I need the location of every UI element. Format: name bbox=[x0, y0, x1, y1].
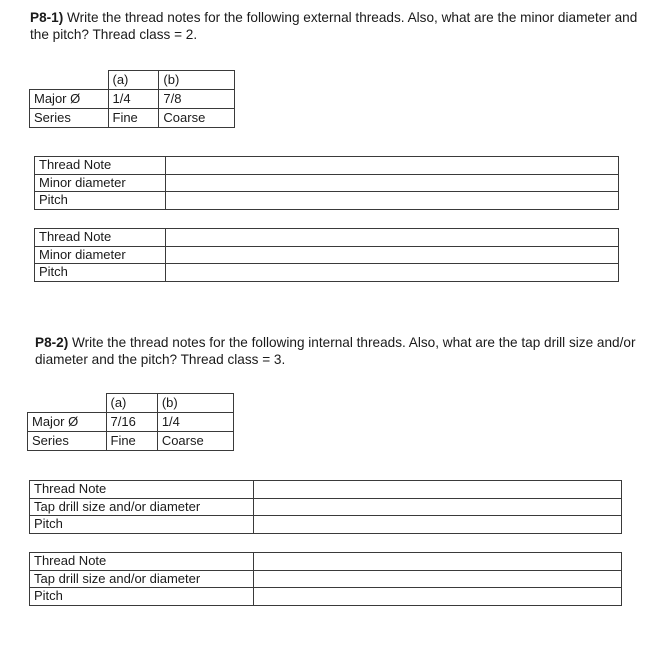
table-row bbox=[35, 264, 619, 282]
answer-cell-pitch[interactable] bbox=[166, 192, 619, 210]
row-label-pitch: Pitch bbox=[30, 588, 254, 606]
table-row bbox=[30, 588, 622, 606]
row-label-tap-drill: Tap drill size and/or diameter bbox=[30, 498, 254, 516]
row-label-series: Series bbox=[28, 432, 107, 451]
table-row bbox=[30, 481, 622, 499]
problem-p8-2-number: P8-2) bbox=[35, 335, 69, 350]
row-label-minor-diameter: Minor diameter bbox=[35, 174, 166, 192]
answer-cell-thread-note[interactable] bbox=[254, 553, 622, 571]
row-label-pitch: Pitch bbox=[30, 516, 254, 534]
answer-cell-minor-diameter[interactable] bbox=[166, 246, 619, 264]
row-label-pitch: Pitch bbox=[35, 192, 166, 210]
table-row bbox=[35, 246, 619, 264]
problem-p8-2-statement bbox=[35, 334, 645, 368]
table-row bbox=[30, 516, 622, 534]
p8-2-spec-table bbox=[27, 393, 234, 451]
col-b-header: (b) bbox=[159, 71, 235, 90]
row-label-thread-note: Thread Note bbox=[30, 553, 254, 571]
row-label-tap-drill: Tap drill size and/or diameter bbox=[30, 570, 254, 588]
row-label-thread-note: Thread Note bbox=[35, 157, 166, 175]
cell-major-a: 1/4 bbox=[108, 90, 159, 109]
table-row bbox=[30, 553, 622, 571]
p8-1a-answer-table bbox=[34, 156, 619, 210]
cell-major-b: 1/4 bbox=[157, 413, 233, 432]
table-row bbox=[28, 432, 234, 451]
p8-1b-answer-table bbox=[34, 228, 619, 282]
cell-series-b: Coarse bbox=[157, 432, 233, 451]
p8-1-spec-table bbox=[29, 70, 235, 128]
table-row bbox=[28, 413, 234, 432]
answer-cell-tap-drill[interactable] bbox=[254, 570, 622, 588]
table-row bbox=[30, 109, 235, 128]
answer-cell-pitch[interactable] bbox=[254, 516, 622, 534]
answer-cell-pitch[interactable] bbox=[254, 588, 622, 606]
table-row bbox=[30, 570, 622, 588]
row-label-thread-note: Thread Note bbox=[35, 229, 166, 247]
answer-cell-pitch[interactable] bbox=[166, 264, 619, 282]
answer-cell-thread-note[interactable] bbox=[166, 229, 619, 247]
cell-major-a: 7/16 bbox=[106, 413, 157, 432]
table-row bbox=[35, 229, 619, 247]
table-row bbox=[28, 394, 234, 413]
cell-series-b: Coarse bbox=[159, 109, 235, 128]
answer-cell-thread-note[interactable] bbox=[254, 481, 622, 499]
table-row bbox=[35, 174, 619, 192]
problem-p8-1-text: Write the thread notes for the following external threads. Also, what are the minor diameter and the pitch? Thread class = 2. bbox=[30, 10, 638, 42]
cell-major-b: 7/8 bbox=[159, 90, 235, 109]
problem-p8-1-statement bbox=[30, 9, 640, 43]
row-label-major-diameter: Major Ø bbox=[30, 90, 109, 109]
col-b-header: (b) bbox=[157, 394, 233, 413]
cell-series-a: Fine bbox=[108, 109, 159, 128]
table-row bbox=[30, 71, 235, 90]
table-row bbox=[35, 192, 619, 210]
table-row bbox=[30, 90, 235, 109]
table-row bbox=[30, 498, 622, 516]
row-label-thread-note: Thread Note bbox=[30, 481, 254, 499]
col-a-header: (a) bbox=[106, 394, 157, 413]
answer-cell-thread-note[interactable] bbox=[166, 157, 619, 175]
table-row bbox=[35, 157, 619, 175]
row-label-series: Series bbox=[30, 109, 109, 128]
cell-series-a: Fine bbox=[106, 432, 157, 451]
p8-2a-answer-table bbox=[29, 480, 622, 534]
problem-p8-2-text: Write the thread notes for the following internal threads. Also, what are the tap drill size and/or diameter and the pitch? Thread class = 3. bbox=[35, 335, 636, 367]
p8-2b-answer-table bbox=[29, 552, 622, 606]
problem-p8-1-number: P8-1) bbox=[30, 10, 64, 25]
answer-cell-minor-diameter[interactable] bbox=[166, 174, 619, 192]
col-a-header: (a) bbox=[108, 71, 159, 90]
row-label-pitch: Pitch bbox=[35, 264, 166, 282]
answer-cell-tap-drill[interactable] bbox=[254, 498, 622, 516]
row-label-minor-diameter: Minor diameter bbox=[35, 246, 166, 264]
row-label-major-diameter: Major Ø bbox=[28, 413, 107, 432]
